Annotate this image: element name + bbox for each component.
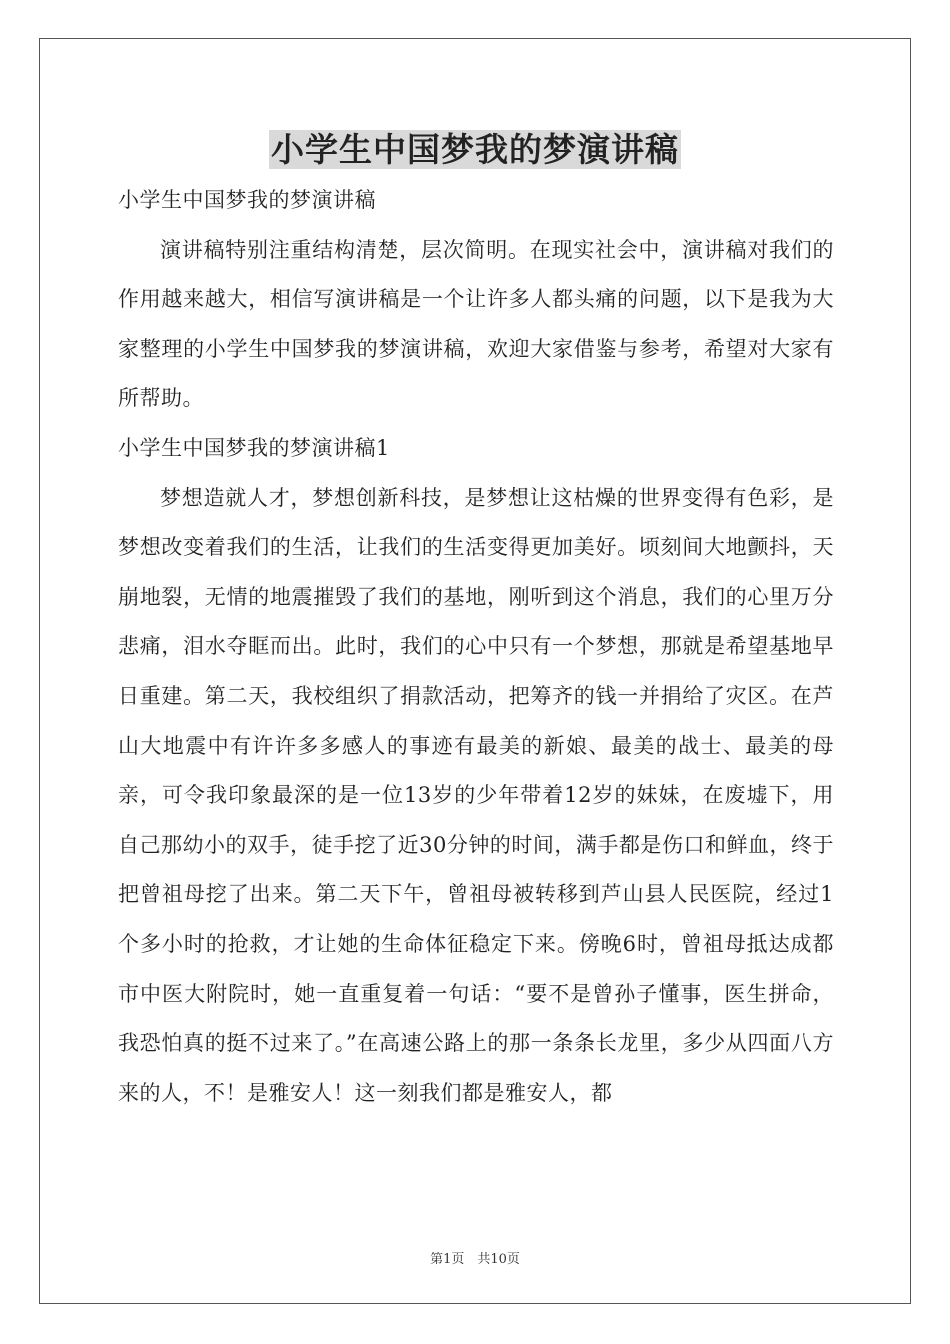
body-paragraph: 梦想造就人才，梦想创新科技，是梦想让这枯燥的世界变得有色彩，是梦想改变着我们的生活，让我们的生活变得更加美好。顷刻间大地颤抖，天崩地裂，无情的地震摧毁了我们的基地，刚听到这个消息，我们的心里万分悲痛，泪水夺眶而出。此时，我们的心中只有一个梦想，那就是希望基地早日重建。第二天，我校组织了捐款活动，把筹齐的钱一并捐给了灾区。在芦山大地震中有许许多多感人的事迹有最美的新娘、最美的战士、最美的母亲，可令我印象最深的是一位13岁的少年带着12岁的妹妹，在废墟下，用自己那幼小的双手，徒手挖了近30分钟的时间，满手都是伤口和鲜血，终于把曾祖母挖了出来。第二天下午，曾祖母被转移到芦山县人民医院，经过1个多小时的抢救，才让她的生命体征稳定下来。傍晚6时，曾祖母抵达成都市中医大附院时，她一直重复着一句话：“要不是曾孙子懂事，医生拼命，我恐怕真的挺不过来了。”在高速公路上的那一条条长龙里，多少从四面八方来的人，不！是雅安人！这一刻我们都是雅安人，都 [118,485,834,1105]
document-title: 小学生中国梦我的梦演讲稿 [271,130,679,169]
page-footer: 第1页 共10页 [430,1252,520,1267]
document-title-wrap [0,128,950,172]
section-heading: 小学生中国梦我的梦演讲稿1 [118,435,390,460]
intro-paragraph: 演讲稿特别注重结构清楚，层次简明。在现实社会中，演讲稿对我们的作用越来越大，相信写演讲稿是一个让许多人都头痛的问题，以下是我为大家整理的小学生中国梦我的梦演讲稿，欢迎大家借鉴与参考，希望对大家有所帮助。 [118,237,834,411]
document-subtitle: 小学生中国梦我的梦演讲稿 [118,188,376,212]
document-content [118,176,834,1118]
